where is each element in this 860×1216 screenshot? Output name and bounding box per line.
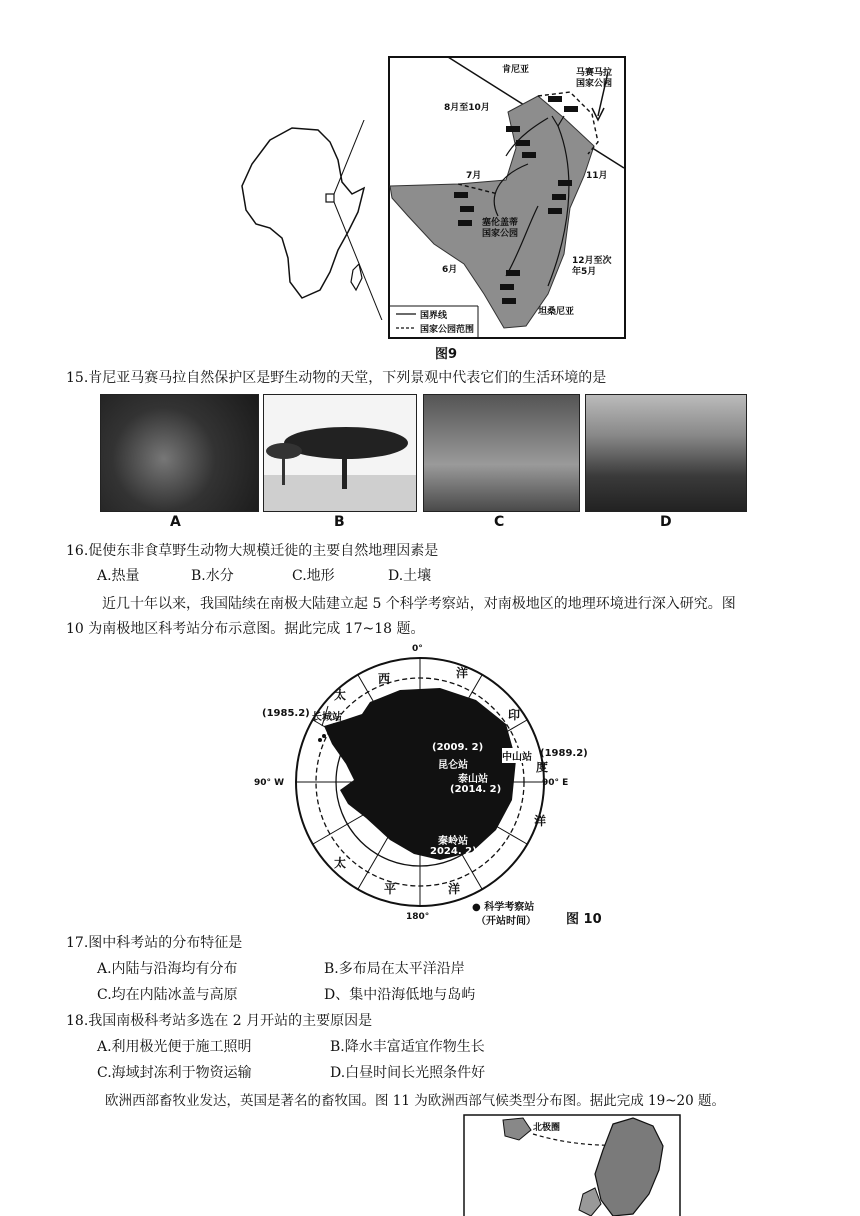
arctic-circle-label: 北极圈 xyxy=(533,1123,561,1133)
ocean-char-yang3: 洋 xyxy=(534,814,547,828)
legend-park: 国家公园范围 xyxy=(420,325,475,335)
changcheng-station: 长城站 xyxy=(312,712,342,723)
figure-9 xyxy=(230,50,630,365)
q18-option-b: B.降水丰富适宜作物生长 xyxy=(330,1039,485,1055)
month-label-dec-may: 12月至次 年5月 xyxy=(572,256,612,277)
zhongshan-station: 中山站 xyxy=(502,748,532,763)
month-label-nov: 11月 xyxy=(586,171,608,181)
q16-option-a: A.热量 xyxy=(97,568,140,584)
q16-option-b: B.水分 xyxy=(191,568,234,584)
qinling-station: 秦岭站 xyxy=(438,836,468,847)
kunlun-station: 昆仑站 xyxy=(438,760,468,771)
q16-option-d: D.土壤 xyxy=(388,568,432,584)
taishan-date: (2014. 2) xyxy=(450,784,502,795)
serengeti-map xyxy=(388,56,628,341)
lon-90e-label: 90° E xyxy=(542,778,569,788)
q18-option-c: C.海域封冻利于物资运输 xyxy=(97,1065,252,1081)
q18-option-d: D.白昼时间长光照条件好 xyxy=(330,1065,486,1081)
photo-label-c: C xyxy=(494,514,505,530)
kunlun-date: (2009. 2) xyxy=(432,742,484,753)
ocean-char-yin: 印 xyxy=(508,708,521,722)
q17-option-a: A.内陆与沿海均有分布 xyxy=(97,961,238,977)
q16-option-c: C.地形 xyxy=(292,568,335,584)
intro-19: 欧洲西部畜牧业发达，英国是著名的畜牧国。图 11 为欧洲西部气候类型分布图。据此完成 19~20 题。 xyxy=(105,1093,726,1109)
intro-17-line1: 近几十年以来，我国陆续在南极大陆建立起 5 个科学考察站，对南极地区的地理环境进行深入研究。图 xyxy=(102,596,736,612)
question-16: 16.促使东非食草野生动物大规模迁徙的主要自然地理因素是 xyxy=(66,543,439,559)
month-label-aug-oct: 8月至10月 xyxy=(444,103,490,113)
ocean-char-xi: 西 xyxy=(378,672,391,686)
ocean-char-ping: 平 xyxy=(384,882,397,896)
photo-label-d: D xyxy=(660,514,672,530)
zhongshan-date: (1989.2) xyxy=(540,748,588,759)
question-18: 18.我国南极科考站多选在 2 月开站的主要原因是 xyxy=(66,1013,373,1029)
landscape-photo-a xyxy=(100,394,259,512)
landscape-photo-d xyxy=(585,394,747,512)
ocean-char-yang: 洋 xyxy=(456,666,469,680)
kenya-label: 肯尼亚 xyxy=(502,65,530,75)
month-label-jul: 7月 xyxy=(466,171,482,181)
lon-180-label: 180° xyxy=(406,912,430,922)
photo-label-b: B xyxy=(334,514,345,530)
q17-option-d: D、集中沿海低地与岛屿 xyxy=(324,987,476,1003)
q17-option-c: C.均在内陆冰盖与高原 xyxy=(97,987,238,1003)
qinling-date: 2024. 2) xyxy=(430,846,477,857)
figure-11 xyxy=(463,1114,681,1216)
taishan-station: 泰山站 xyxy=(458,774,488,785)
month-label-jun: 6月 xyxy=(442,265,458,275)
photo-label-a: A xyxy=(170,514,181,530)
q18-option-a: A.利用极光便于施工照明 xyxy=(97,1039,252,1055)
serengeti-park-label: 塞伦盖蒂 国家公园 xyxy=(482,218,519,239)
intro-17-line2: 10 为南极地区科考站分布示意图。据此完成 17~18 题。 xyxy=(66,621,425,637)
fig10-legend-sub: （开站时间） xyxy=(476,916,536,927)
legend-boundary: 国界线 xyxy=(420,311,448,321)
question-17: 17.图中科考站的分布特征是 xyxy=(66,935,243,951)
ocean-char-yang2: 洋 xyxy=(448,882,461,896)
question-15: 15.肯尼亚马赛马拉自然保护区是野生动物的天堂，下列景观中代表它们的生活环境的是 xyxy=(66,370,607,386)
figure-9-caption: 图9 xyxy=(435,347,458,362)
ocean-char-tai2: 太 xyxy=(334,856,347,870)
changcheng-date: (1985.2) xyxy=(262,708,310,719)
ocean-char-du: 度 xyxy=(536,760,549,774)
figure-10 xyxy=(250,640,620,926)
lon-90w-label: 90° W xyxy=(254,778,285,788)
landscape-photo-c xyxy=(423,394,580,512)
landscape-photo-b xyxy=(263,394,417,512)
europe-climate-map xyxy=(463,1114,681,1216)
fig10-legend: ● 科学考察站 xyxy=(472,902,535,913)
tanzania-label: 坦桑尼亚 xyxy=(538,307,575,317)
ocean-char-tai: 太 xyxy=(334,688,347,702)
africa-map xyxy=(230,120,390,320)
lon-0-label: 0° xyxy=(412,644,423,654)
q17-option-b: B.多布局在太平洋沿岸 xyxy=(324,961,465,977)
figure-10-caption: 图 10 xyxy=(566,912,602,927)
masai-park-label: 马赛马拉 国家公园 xyxy=(576,68,613,89)
